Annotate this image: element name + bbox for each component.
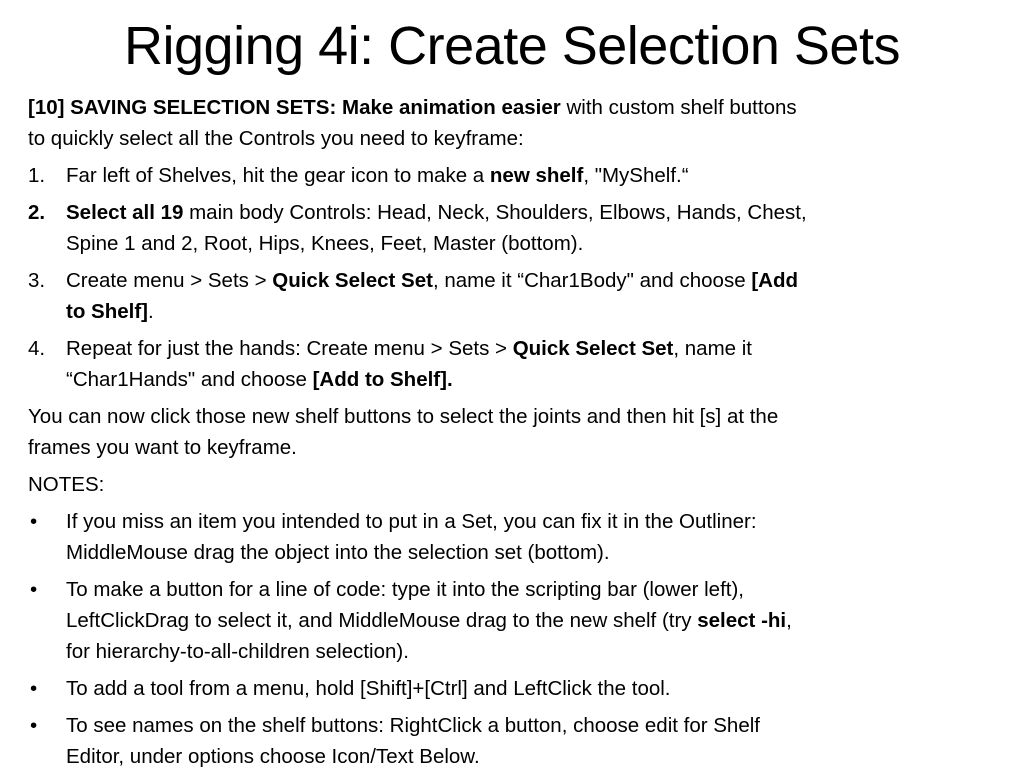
step-text: , "MyShelf.“ bbox=[583, 164, 689, 187]
step-emphasis: Quick Select Set bbox=[512, 337, 674, 360]
note-2 bbox=[28, 574, 818, 667]
step-text: main body Controls: Head, Neck, Shoulders, Elbows, Hands, Chest, Spine 1 and 2, Root, Hips, Knees, Feet, Master (bottom). bbox=[66, 201, 807, 255]
step-text: Create menu > Sets > bbox=[66, 269, 273, 292]
bullet-icon: • bbox=[30, 714, 38, 737]
step-emphasis: [Add to Shelf] bbox=[66, 269, 798, 323]
bullet-icon: • bbox=[30, 510, 38, 533]
note-4 bbox=[28, 710, 818, 772]
bullet-icon: • bbox=[30, 578, 38, 601]
notes-heading: NOTES: bbox=[28, 473, 105, 496]
step-text: , name it “Char1Body" and choose bbox=[432, 269, 752, 292]
note-1 bbox=[28, 506, 818, 568]
slide-body bbox=[28, 92, 818, 778]
step-emphasis: Quick Select Set bbox=[272, 269, 433, 292]
step-text: Repeat for just the hands: Create menu > Sets > bbox=[66, 337, 513, 360]
after-steps-paragraph: You can now click those new shelf buttons to select the joints and then hit [s] at the frames you want to keyframe. bbox=[28, 405, 779, 459]
step-4 bbox=[28, 333, 818, 395]
step-2 bbox=[28, 197, 818, 259]
step-1 bbox=[28, 160, 818, 191]
note-emphasis: select -hi bbox=[697, 609, 787, 632]
step-text: . bbox=[148, 300, 154, 323]
note-text: To add a tool from a menu, hold [Shift]+[Ctrl] and LeftClick the tool. bbox=[66, 677, 671, 700]
intro-text: with custom shelf buttons to quickly select all the Controls you need to keyframe: bbox=[28, 96, 797, 150]
step-emphasis: new shelf bbox=[489, 164, 584, 187]
step-emphasis: Select all 19 bbox=[66, 201, 184, 224]
step-emphasis: [Add to Shelf]. bbox=[312, 368, 453, 391]
step-number: 1. bbox=[28, 164, 46, 187]
step-3 bbox=[28, 265, 818, 327]
step-number: 2. bbox=[28, 201, 46, 224]
step-number: 3. bbox=[28, 269, 46, 292]
slide-title: Rigging 4i: Create Selection Sets bbox=[124, 16, 900, 76]
bullet-icon: • bbox=[30, 677, 38, 700]
intro-heading: [10] SAVING SELECTION SETS: Make animation easier bbox=[28, 96, 561, 119]
intro-paragraph bbox=[28, 92, 818, 154]
note-text: , for hierarchy-to-all-children selection). bbox=[66, 609, 792, 663]
note-text: To see names on the shelf buttons: RightClick a button, choose edit for Shelf Editor, under options choose Icon/Text Below. bbox=[66, 714, 760, 768]
note-3 bbox=[28, 673, 818, 704]
step-text: , name it “Char1Hands" and choose bbox=[66, 337, 753, 391]
step-text: Far left of Shelves, hit the gear icon to make a bbox=[66, 164, 490, 187]
note-text: To make a button for a line of code: type it into the scripting bar (lower left), LeftClickDrag to select it, and MiddleMouse drag to the new shelf (try bbox=[66, 578, 744, 632]
note-text: If you miss an item you intended to put in a Set, you can fix it in the Outliner: MiddleMouse drag the object into the selection set (bottom). bbox=[66, 510, 757, 564]
step-number: 4. bbox=[28, 337, 46, 360]
